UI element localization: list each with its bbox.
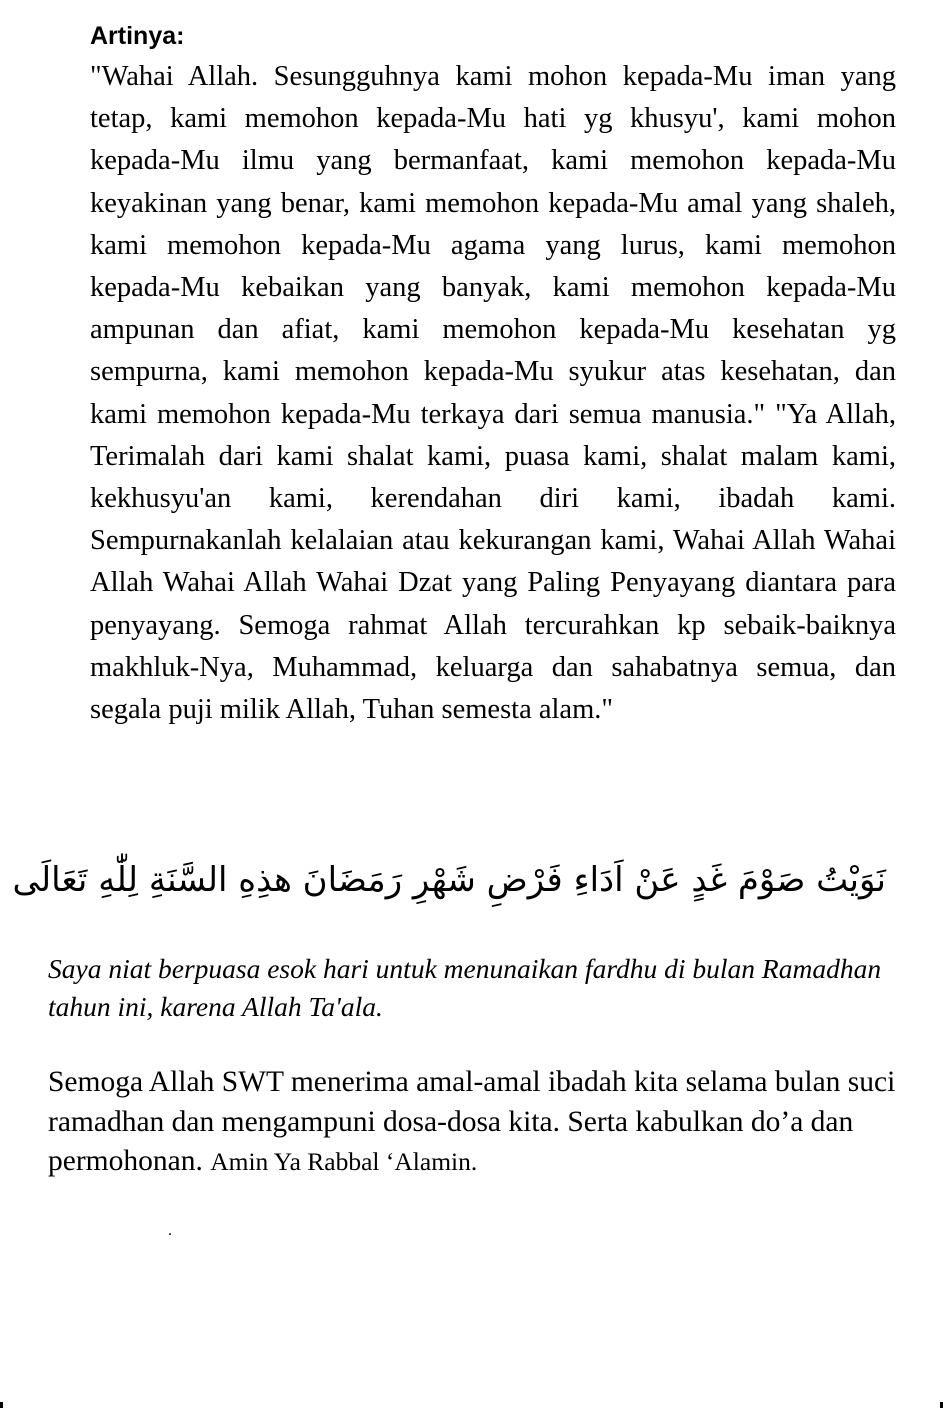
page-edge-mark-left: [0, 1402, 3, 1408]
closing-paragraph: [48, 1063, 908, 1182]
artinya-heading: Artinya:: [90, 22, 185, 50]
niat-translation: Saya niat berpuasa esok hari untuk menunaikan fardhu di bulan Ramadhan tahun ini, karena Allah Ta'ala.: [48, 953, 882, 1022]
closing-text: Semoga Allah SWT menerima amal-amal ibadah kita selama bulan suci ramadhan dan mengampuni dosa-dosa kita. Serta kabulkan do’a dan permohonan.: [48, 1066, 896, 1177]
meaning-paragraph: "Wahai Allah. Sesungguhnya kami mohon kepada-Mu iman yang tetap, kami memohon kepada-Mu hati yg khusyu', kami mohon kepada-Mu ilmu yang bermanfaat, kami memohon kepada-Mu keyakinan yang benar, kami memohon kepada-Mu amal yang shaleh, kami memohon kepada-Mu agama yang lurus, kami memohon kepada-Mu kebaikan yang banyak, kami memohon kepada-Mu ampunan dan afiat, kami memohon kepada-Mu kesehatan yg sempurna, kami memohon kepada-Mu syukur atas kesehatan, dan kami memohon kepada-Mu terkaya dari semua manusia." "Ya Allah, Terimalah dari kami shalat kami, puasa kami, shalat malam kami, kekhusyu'an kami, kerendahan diri kami, ibadah kami. Sempurnakanlah kelalaian atau kekurangan kami, Wahai Allah Wahai Allah Wahai Allah Wahai Dzat yang Paling Penyayang diantara para penyayang. Semoga rahmat Allah tercurahkan kp sebaik-baiknya makhluk-Nya, Muhammad, keluarga dan sahabatnya semua, dan segala puji milik Allah, Tuhan semesta alam.": [90, 61, 896, 726]
closing-amin: Amin Ya Rabbal ‘Alamin.: [210, 1147, 478, 1176]
stray-dot: .: [168, 1222, 172, 1239]
arabic-niat-text: نَوَيْتُ صَوْمَ غَدٍ عَنْ اَدَاءِ فَرْضِ شَهْرِ رَمَضَانَ هذِهِ السَّنَةِ لِلّٰهِ تَعَالَى: [12, 860, 886, 900]
